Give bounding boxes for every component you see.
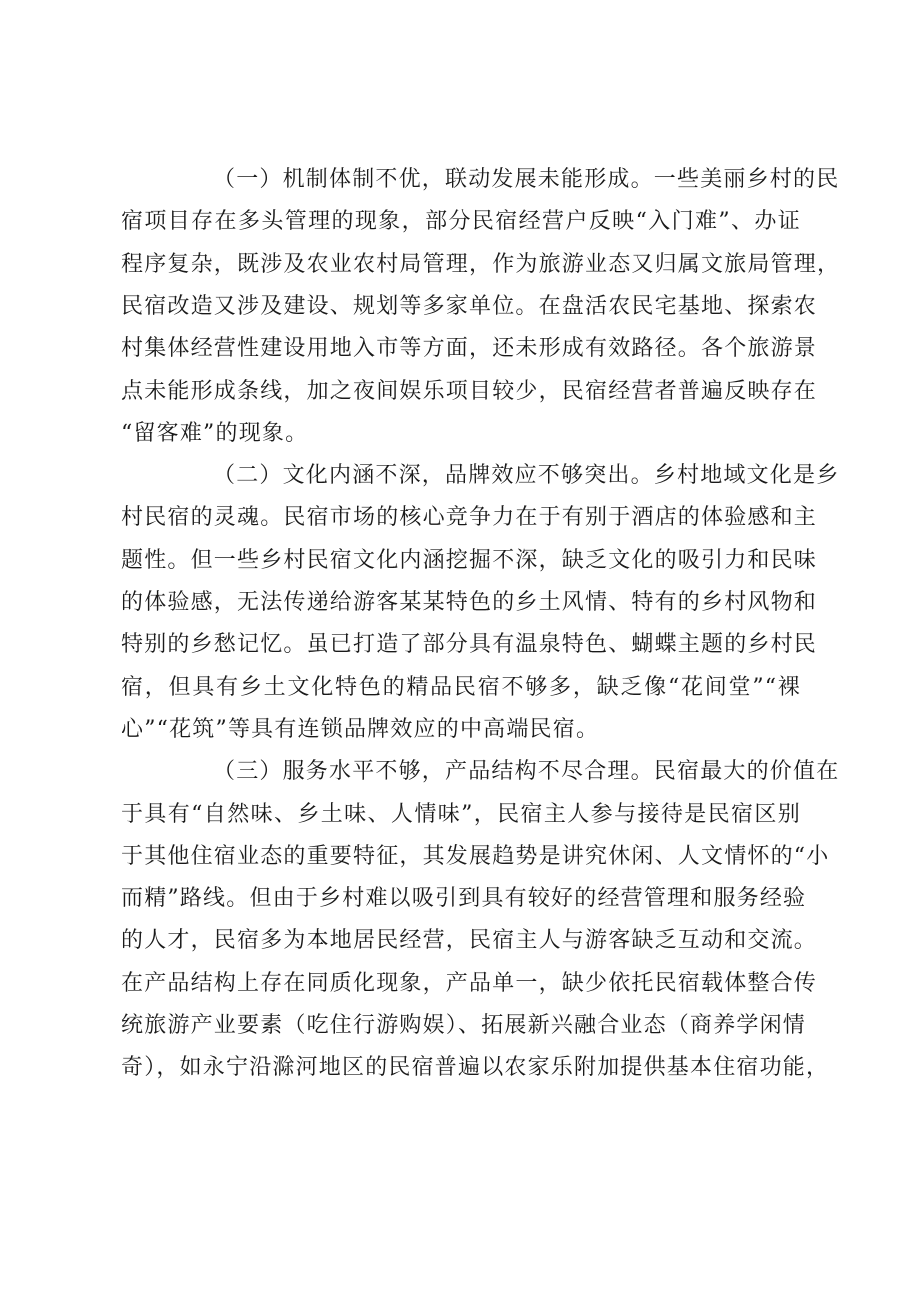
paragraph-3-line-3: 于其他住宿业态的重要特征，其发展趋势是讲究休闲、人文情怀的“小 [121, 843, 830, 869]
paragraph-2-line-2: 村民宿的灵魂。民宿市场的核心竞争力在于有别于酒店的体验感和主 [121, 505, 818, 531]
paragraph-1-line-4: 民宿改造又涉及建设、规划等多家单位。在盘活农民宅基地、探索农 [121, 293, 818, 319]
paragraph-2-line-6: 宿，但具有乡土文化特色的精品民宿不够多，缺乏像“花间堂”“裸 [121, 674, 801, 700]
paragraph-3-line-1: （三）服务水平不够，产品结构不尽合理。民宿最大的价值在 [213, 759, 840, 785]
paragraph-3-line-2: 于具有“自然味、乡土味、人情味”，民宿主人参与接待是民宿区别 [121, 801, 801, 827]
paragraph-2-line-5: 特别的乡愁记忆。虽已打造了部分具有温泉特色、蝴蝶主题的乡村民 [121, 632, 818, 658]
paragraph-1-line-2: 宿项目存在多头管理的现象，部分民宿经营户反映“入门难”、办证 [121, 209, 801, 235]
paragraph-3-line-4: 而精”路线。但由于乡村难以吸引到具有较好的经营管理和服务经验 [121, 886, 807, 912]
paragraph-1-line-6: 点未能形成条线，加之夜间娱乐项目较少，民宿经营者普遍反映存在 [121, 378, 818, 404]
paragraph-2-line-7: 心”“花筑”等具有连锁品牌效应的中高端民宿。 [121, 716, 600, 742]
paragraph-3-line-7: 统旅游产业要素（吃住行游购娱）、拓展新兴融合业态（商养学闲情 [121, 1013, 807, 1038]
paragraph-2-line-4: 的体验感，无法传递给游客某某特色的乡土风情、特有的乡村风物和 [121, 590, 818, 615]
paragraph-3-line-6: 在产品结构上存在同质化现象，产品单一，缺少依托民宿载体整合传 [121, 970, 818, 996]
paragraph-3-line-8: 奇），如永宁沿滁河地区的民宿普遍以农家乐附加提供基本住宿功能， [121, 1055, 830, 1081]
paragraph-2-line-3: 题性。但一些乡村民宿文化内涵挖掘不深，缺乏文化的吸引力和民味 [121, 547, 818, 573]
paragraph-3-line-5: 的人才，民宿多为本地居民经营，民宿主人与游客缺乏互动和交流。 [121, 928, 818, 954]
paragraph-1-line-7: “留客难”的现象。 [121, 420, 309, 446]
paragraph-1-line-3: 程序复杂，既涉及农业农村局管理，作为旅游业态又归属文旅局管理， [121, 251, 841, 277]
paragraph-1-line-5: 村集体经营性建设用地入市等方面，还未形成有效路径。各个旅游景 [121, 336, 818, 362]
paragraph-1-line-1: （一）机制体制不优，联动发展未能形成。一些美丽乡村的民 [213, 167, 840, 192]
paragraph-2-line-1: （二）文化内涵不深，品牌效应不够突出。乡村地域文化是乡 [213, 463, 840, 489]
